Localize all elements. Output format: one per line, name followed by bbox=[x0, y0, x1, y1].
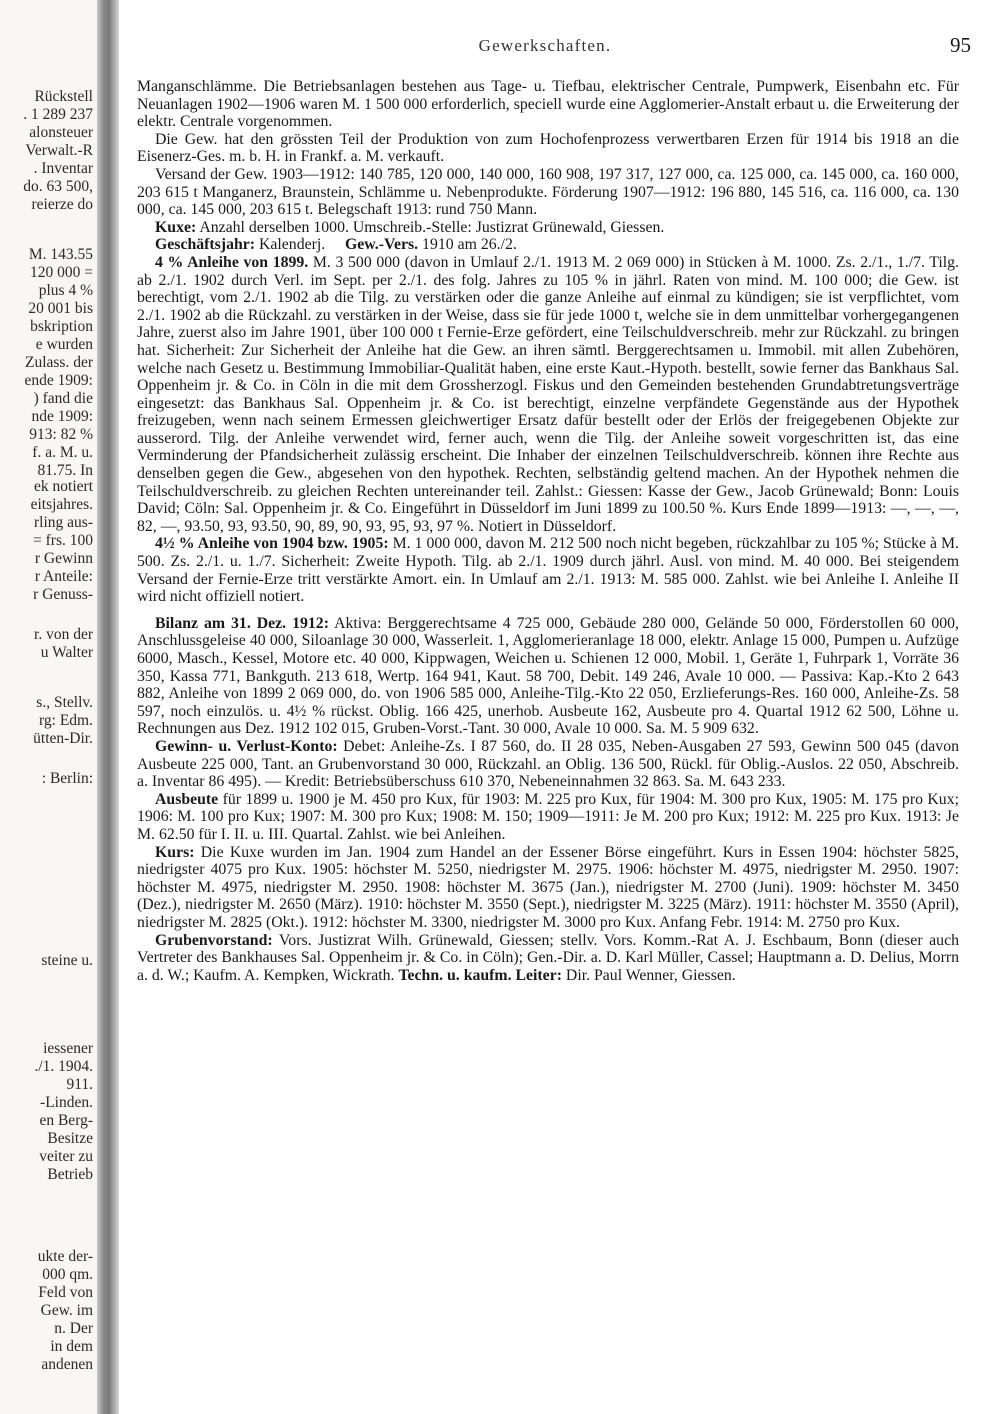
fragment-line: r Genuss- bbox=[33, 586, 93, 603]
paragraph-balance-sheet: Bilanz am 31. Dez. 1912: Aktiva: Berggerechtsame 4 725 000, Gebäude 280 000, Gelände 50 000, Förderstollen 60 000, Anschlussgeleise 40 000, Siloanlage 30 000, Wasserleit. 1, Agglomerieranlage 18 000, elektr. Anlage 15 000, Pumpen u. Aufzüge 6000, Masch., Kessel, Motore etc. 40 000, Kippwagen, Weichen u. Schienen 12 000, Mobil. 1, Geräte 1, Fuhrpark 1, Vorräte 36 350, Kassa 771, Bankguth. 213 618, Wertp. 164 941, Kaut. 58 700, Debit. 149 246, Avale 10 000. — Passiva: Kap.-Kto 2 643 882, Anleihe von 1899 2 069 000, do. von 1906 585 000, Anleihe-Tilg.-Kto 22 050, Erzlieferungs-Res. 160 000, Anleihe-Zs. 58 597, noch einzulös. u. 4½ % rückst. Oblig. 166 425, unerhob. Ausbeute 162, Ausbeute pro 4. Quartal 1912 62 500, Löhne u. Rechnungen aus Dez. 1912 102 015, Gruben-Vorst.-Tant. 30 000, Avale 10 000. Sa. M. 5 909 632. bbox=[137, 614, 959, 738]
fragment-line: 120 000 = bbox=[30, 264, 93, 281]
fragment-line: Feld von bbox=[38, 1284, 93, 1301]
paragraph-board: Grubenvorstand: Vors. Justizrat Wilh. Grünewald, Giessen; stellv. Vors. Komm.-Rat A. J. Eschbaum, Bonn (dieser auch Vertreter des Bankhauses Sal. Oppenheim jr. & Co. in Cöln); Gen.-Dir. a. D. Karl Müller, Cassel; Hauptmann a. D. Delius, Morrn a. d. W.; Kaufm. A. Kempken, Wickrath. Techn. u. kaufm. Leiter: Dir. Paul Wenner, Giessen. bbox=[137, 931, 959, 984]
fragment-line: do. 63 500, bbox=[23, 178, 93, 195]
fragment-line: 911. bbox=[66, 1076, 93, 1093]
fragment-line: u Walter bbox=[40, 644, 93, 661]
fragment-line: 81.75. In bbox=[37, 462, 93, 479]
fragment-line: f. a. M. u. bbox=[32, 444, 93, 461]
fragment-line: veiter zu bbox=[39, 1148, 93, 1165]
adjacent-page-fragment bbox=[0, 0, 97, 1414]
paragraph-kuxe: Kuxe: Anzahl derselben 1000. Umschreib.-Stelle: Justizrat Grünewald, Giessen. bbox=[155, 218, 665, 236]
paragraph-sales: Die Gew. hat den grössten Teil der Produktion von zum Hochofenprozess verwertbaren Erzen für 1914 bis 1918 an die Eisenerz-Ges. m. b. H. in Frankf. a. M. verkauft. bbox=[137, 130, 959, 166]
fragment-line: nde 1909: bbox=[31, 408, 93, 425]
fragment-line: r Gewinn bbox=[34, 550, 93, 567]
fragment-line: 000 qm. bbox=[42, 1266, 93, 1283]
fragment-line: = frs. 100 bbox=[33, 532, 93, 549]
fragment-line: plus 4 % bbox=[38, 282, 93, 299]
article-body bbox=[137, 78, 959, 984]
fragment-line: Gew. im bbox=[40, 1302, 93, 1319]
paragraph-loan-1904: 4½ % Anleihe von 1904 bzw. 1905: M. 1 000 000, davon M. 212 500 noch nicht begeben, rückzahlbar zu 105 %; Stücke à M. 500. Zs. 2./1. u. 1./7. Sicherheit: Zweite Hypoth. Tilg. ab 2./1. 1909 durch jährl. Ausl. von mind. M. 40 000. Bei steigendem Versand der Fernie-Erze tritt verstärkte Amort. ein. In Umlauf am 2./1. 1913: M. 585 000. Zahlst. wie bei Anleihe I. Anleihe II wird nicht offiziell notiert. bbox=[137, 535, 959, 606]
page-header bbox=[119, 33, 971, 62]
fragment-line: . 1 289 237 bbox=[23, 106, 93, 123]
fragment-line: bskription bbox=[30, 318, 93, 335]
paragraph-profit-loss: Gewinn- u. Verlust-Konto: Debet: Anleihe-Zs. I 87 560, do. II 28 035, Neben-Ausgaben 27 593, Gewinn 500 045 (davon Ausbeute 225 000, Tant. an Grubenvorstand 30 000, Rückzahl. an Oblig. 136 500, Rückl. für Oblig.-Auslos. 22 050, Abschreib. a. Inventar 86 495). — Kredit: Betriebsüberschuss 610 370, Nebeneinnahmen 32 863. Sa. M. 643 233. bbox=[137, 737, 959, 791]
paragraph-loan-1899: 4 % Anleihe von 1899. M. 3 500 000 (davon in Umlauf 2./1. 1913 M. 2 069 000) in Stücken à M. 1000. Zs. 2./1., 1./7. Tilg. ab 2./1. 1902 durch Verl. im Sept. per 2./1. des folg. Jahres zu 105 % in jährl. Raten von mind. M. 100 000; die Gew. ist berechtigt, vom 2./1. 1902 ab die Tilg. zu verstärken oder die ganze Anleihe auf einmal zu kündigen; sie ist verpflichtet, vom 2./1. 1902 ab die Rückzahl. zu verstärken in der Weise, dass sie für jede 1000 t, welche sie in dem unmittelbar vorhergegangenen Jahre, zuerst also im Jahre 1901, über 100 000 t Fernie-Erze gefördert, eine Teilschuldverschreib. mehr zur Rückzahl. zu bringen hat. Sicherheit: Zur Sicherheit der Anleihe hat die Gew. an ihren sämtl. Berggerechtsamen u. Immobil. mit allen Zubehören, welche nach Gesetz u. Bestimmung Immobiliar-Qualität haben, eine erste Kaut.-Hypoth. bestellt, sowie ferner das Bankhaus Sal. Oppenheim jr. & Co. in Cöln in die mit dem Grossherzogl. Fiskus und den Gemeinden bestehenden Grundabtretungsverträge eingesetzt: das Bankhaus Sal. Oppenheim jr. & Co. ist berechtigt, einzelne verpfändete Gegenstände aus der Hypothek freizugeben, wenn nach seinem Ermessen gleichwertiger Ersatz dafür bestellt oder der Erlös der freigegebenen Objekte zur ausserord. Tilg. der Anleihe verwendet wird, ferner auch, wenn die Tilg. der Anleihe soweit vorgeschritten ist, das eine Verminderung der Pfandsicherheit zulässig erscheint. Die Inhaber der einzelnen Teilschuldverschreib. können ihre Rechte aus denselben gegen die Gew., abgesehen von den hypothek. Rechten, selbständig geltend machen. An der Hypothek nehmen die Teilschuldverschreib. zu gleichen Rechten untereinander teil. Zahlst.: Giessen: Kasse der Gew., Jacob Grünewald; Bonn: Louis David; Cöln: Sal. Oppenheim jr. & Co. Eingeführt in Düsseldorf im Juni 1899 zu 100.50 %. Kurs Ende 1899—1913: —, —, —, 82, —, 93.50, 93, 93.50, 90, 89, 90, 93, 95, 93, 97 %. Notiert in Düsseldorf. bbox=[137, 253, 960, 535]
fragment-line: en Berg- bbox=[39, 1112, 93, 1129]
fragment-line: 913: 82 % bbox=[29, 426, 93, 443]
fragment-line: iessener bbox=[43, 1040, 93, 1057]
fragment-line: : Berlin: bbox=[41, 770, 93, 787]
fragment-line: r Anteile: bbox=[34, 568, 93, 585]
fragment-line: M. 143.55 bbox=[28, 246, 93, 263]
fragment-line: e wurden bbox=[35, 336, 93, 353]
fragment-line: ukte der- bbox=[37, 1248, 93, 1265]
fragment-line: reierze do bbox=[31, 196, 93, 213]
fragment-line: n. Der bbox=[54, 1320, 93, 1337]
fragment-line: andenen bbox=[41, 1356, 93, 1373]
fragment-line: ende 1909: bbox=[24, 372, 93, 389]
section-label: Grubenvorstand: bbox=[155, 931, 273, 949]
book-gutter bbox=[97, 0, 119, 1414]
section-label: Kurs: bbox=[155, 843, 195, 861]
section-label: Bilanz am 31. Dez. 1912: bbox=[155, 614, 329, 632]
fragment-line: Verwalt.-R bbox=[25, 142, 93, 159]
section-label: Ausbeute bbox=[155, 790, 219, 808]
fragment-line: Besitze bbox=[47, 1130, 93, 1147]
section-label: Kuxe: bbox=[155, 218, 197, 236]
fragment-line: ek notiert bbox=[34, 478, 93, 495]
fragment-line: alonsteuer bbox=[29, 124, 93, 141]
fragment-line: 20 001 bis bbox=[28, 300, 93, 317]
fragment-line: . Inventar bbox=[33, 160, 93, 177]
fragment-line: s., Stellv. bbox=[36, 694, 93, 711]
fragment-line: in dem bbox=[50, 1338, 93, 1355]
running-title: Gewerkschaften. bbox=[478, 36, 612, 55]
fragment-line: Zulass. der bbox=[24, 354, 93, 371]
fragment-line: -Linden. bbox=[40, 1094, 93, 1111]
paragraph-dividends: Ausbeute für 1899 u. 1900 je M. 450 pro Kux, für 1903: M. 225 pro Kux, für 1904: M. 300 pro Kux, 1905: M. 175 pro Kux; 1906: M. 100 pro Kux; 1907: M. 300 pro Kux; 1908: M. 150; 1909—1911: Je M. 200 pro Kux; 1912: M. 225 pro Kux. 1913: Je M. 62.50 für I. II. u. III. Quartal. Zahlst. wie bei Anleihen. bbox=[137, 790, 959, 843]
fragment-line: Betrieb bbox=[47, 1166, 93, 1183]
section-label: Techn. u. kaufm. Leiter: bbox=[398, 966, 562, 984]
section-label: 4½ % Anleihe von 1904 bzw. 1905: bbox=[155, 535, 389, 553]
fragment-line: rg: Edm. bbox=[39, 712, 93, 729]
fragment-line: r. von der bbox=[34, 626, 93, 643]
paragraph-price: Kurs: Die Kuxe wurden im Jan. 1904 zum Handel an der Essener Börse eingeführt. Kurs in Essen 1904: höchster 5825, niedrigster 4075 pro Kux. 1905: höchster M. 5250, niedrigster M. 2975. 1906: höchster M. 4975, niedrigster M. 2950. 1907: höchster M. 4975, niedrigster M. 2950. 1908: höchster M. 3675 (Jan.), niedrigster M. 2700 (Juni). 1909: höchster M. 3450 (Dez.), niedrigster M. 2650 (März). 1910: höchster M. 3550 (Sept.), niedrigster M. 3225 (März). 1911: höchster M. 3550 (April), niedrigster M. 2825 (Okt.). 1912: höchster M. 3300, niedrigster M. 3000 pro Kux. Anfang Febr. 1914: M. 2750 pro Kux. bbox=[137, 843, 959, 931]
fragment-line: ütten-Dir. bbox=[33, 730, 93, 747]
fragment-line: eitsjahres. bbox=[30, 496, 93, 513]
fragment-line: Rückstell bbox=[34, 88, 93, 105]
section-label: 4 % Anleihe von 1899. bbox=[155, 253, 309, 271]
paragraph-shipments: Versand der Gew. 1903—1912: 140 785, 120 000, 140 000, 160 908, 197 317, 127 000, ca. 125 000, ca. 145 000, ca. 160 000, 203 615 t Manganerz, Braunstein, Schlämme u. Nebenprodukte. Förderung 1907—1912: 196 880, 145 516, ca. 116 000, ca. 130 000, ca. 145 000, 203 615 t. Belegschaft 1913: rund 750 Mann. bbox=[137, 165, 959, 219]
section-label: Geschäftsjahr: bbox=[155, 236, 256, 254]
page-number: 95 bbox=[950, 33, 971, 57]
fragment-line: ./1. 1904. bbox=[34, 1058, 93, 1075]
paragraph-facilities: Manganschlämme. Die Betriebsanlagen bestehen aus Tage- u. Tiefbau, elektrischer Centrale, Pumpwerk, Eisenbahn etc. Für Neuanlagen 1902—1906 waren M. 1 500 000 erforderlich, speciell wurde eine Agglomerier-Anstalt erbaut u. die Erweiterung der elektr. Centrale vorgenommen. bbox=[137, 78, 959, 131]
section-label: Gew.-Vers. bbox=[344, 236, 419, 254]
page bbox=[119, 0, 1000, 1414]
fragment-line: ) fand die bbox=[33, 390, 93, 407]
fragment-line: rling aus- bbox=[34, 514, 93, 531]
paragraph-fiscal-year: Geschäftsjahr: Kalenderj. Gew.-Vers. 1910 am 26./2. bbox=[155, 236, 517, 254]
fragment-line: steine u. bbox=[41, 952, 93, 969]
section-label: Gewinn- u. Verlust-Konto: bbox=[155, 737, 338, 755]
